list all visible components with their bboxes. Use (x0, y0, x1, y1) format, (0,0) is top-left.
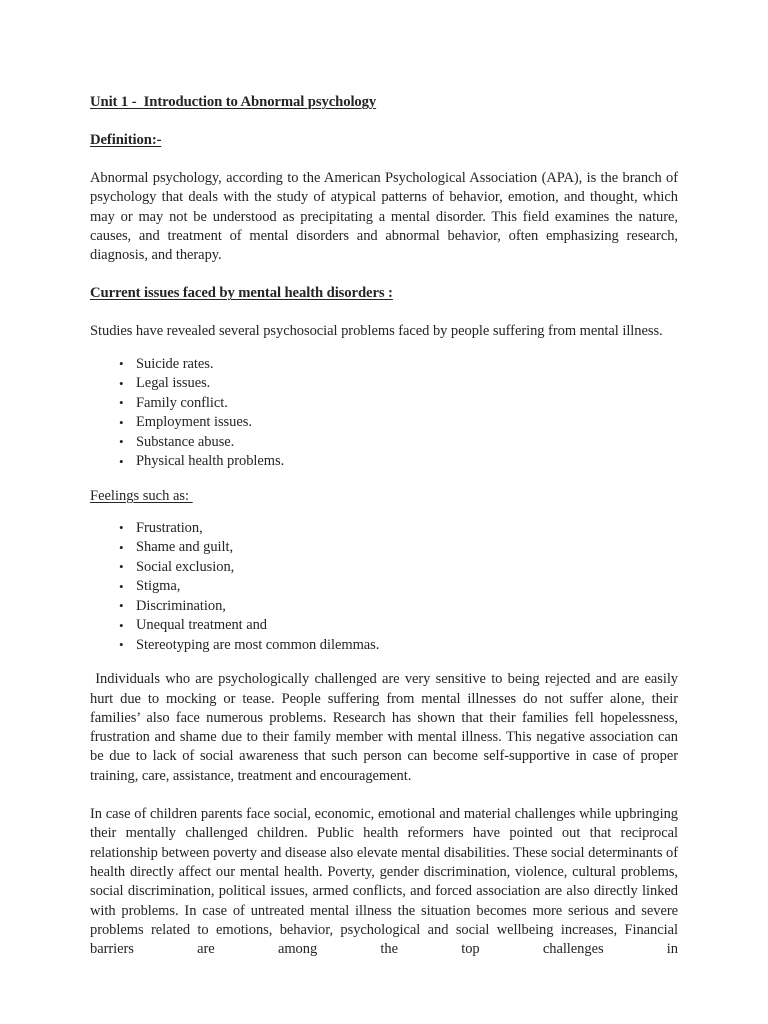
spacer (90, 655, 678, 670)
spacer (90, 472, 678, 487)
list-item-label: Physical health problems. (136, 453, 285, 470)
page-title-text: Unit 1 - Introduction to Abnormal psychology (90, 94, 377, 110)
current-issues-intro-paragraph: Studies have revealed several psychosocial problems faced by people suffering from mental illness. (90, 323, 663, 340)
list-item (90, 355, 678, 375)
spacer (90, 112, 678, 131)
page-title (90, 93, 678, 112)
list-item (90, 394, 678, 414)
spacer (90, 786, 678, 805)
definition-paragraph: Abnormal psychology, according to the American Psychological Association (APA), is the branch of psychology that deals with the study of atypical patterns of behavior, emotion, and thought, which may or may not be understood as precipitating a mental disorder. This field examines the nature, causes, and treatment of mental disorders and abnormal behavior, often emphasizing research, diagnosis, and therapy. (90, 170, 682, 264)
list-item (90, 616, 678, 636)
list-item-label: Unequal treatment and (136, 617, 268, 634)
spacer (90, 342, 678, 355)
list-item-label: Discrimination, (136, 597, 226, 614)
current-issues-heading (90, 284, 678, 303)
list-item-label: Stigma, (136, 578, 181, 595)
definition-heading-text: Definition:- (90, 132, 162, 148)
definition-heading (90, 131, 678, 150)
list-item (90, 374, 678, 394)
list-item (90, 558, 678, 578)
feelings-list (90, 519, 678, 656)
spacer (90, 150, 678, 169)
list-item-label: Suicide rates. (136, 355, 214, 372)
list-item (90, 577, 678, 597)
list-item (90, 413, 678, 433)
document-body (90, 93, 682, 959)
feelings-heading-text: Feelings such as: (90, 487, 193, 504)
list-item-label: Frustration, (136, 519, 203, 536)
list-item (90, 538, 678, 558)
list-item (90, 597, 678, 617)
list-item-label: Employment issues. (136, 414, 252, 431)
list-item-label: Substance abuse. (136, 433, 235, 450)
current-issues-heading-text: Current issues faced by mental health disorders : (90, 285, 393, 302)
problems-list (90, 355, 678, 472)
children-paragraph: In case of children parents face social, economic, emotional and material challenges while upbringing their mentally challenged children. Public health reformers have pointed out that reciprocal relationship between poverty and disease also elevate mental disabilities. These social determinants of health directly affect our mental health. Poverty, gender discrimination, violence, cultural problems, social discrimination, political issues, armed conflicts, and forced association are also directly linked with problems. In case of untreated mental illness the situation becomes more serious and severe problems related to emotions, behavior, psychological and social wellbeing increases, Financial barriers are among the top challenges in (90, 806, 682, 958)
list-item (90, 433, 678, 453)
list-item-label: Stereotyping are most common dilemmas. (136, 636, 380, 653)
individuals-paragraph: Individuals who are psychologically challenged are very sensitive to being rejected and are easily hurt due to mocking or tease. People suffering from mental illnesses do not suffer alone, their families’ also face numerous problems. Research has shown that their families fell hopelessness, frustration and shame due to their family member with mental illness. This negative association can be due to lack of social awareness that such person can become self-supportive in case of proper training, care, assistance, treatment and encouragement. (90, 671, 682, 784)
list-item (90, 452, 678, 472)
list-item-label: Shame and guilt, (136, 539, 234, 556)
list-item (90, 636, 678, 656)
spacer (90, 506, 678, 519)
list-item-label: Social exclusion, (136, 558, 235, 575)
list-item (90, 519, 678, 539)
spacer (90, 303, 678, 322)
feelings-heading (90, 487, 678, 506)
spacer (90, 265, 678, 284)
list-item-label: Legal issues. (136, 375, 211, 392)
list-item-label: Family conflict. (136, 394, 228, 411)
